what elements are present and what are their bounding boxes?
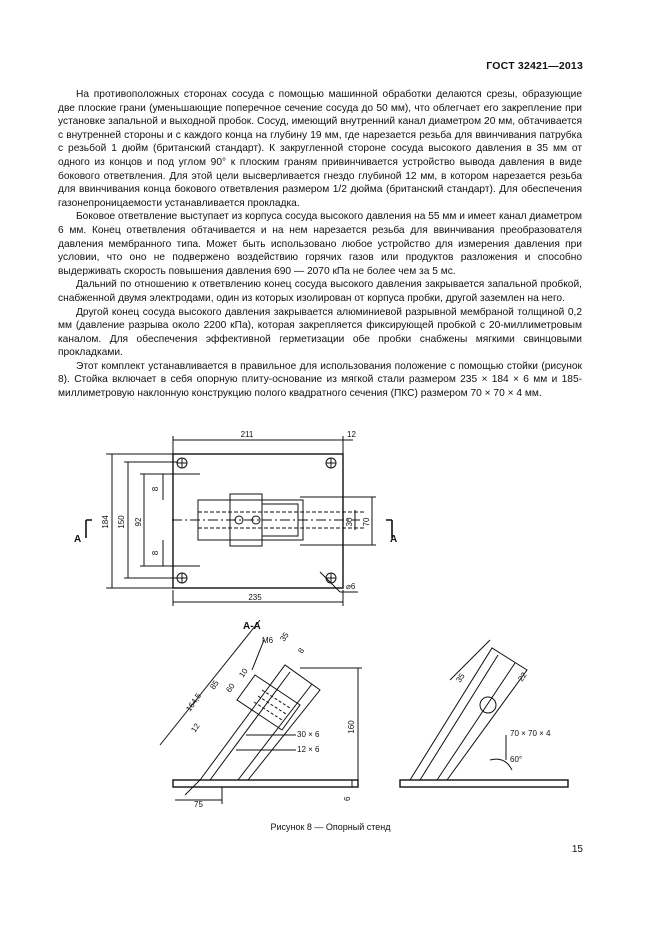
- dim-12: 12: [347, 430, 356, 439]
- dim-60: 60: [224, 681, 237, 695]
- dim-92: 92: [134, 517, 143, 527]
- hole-diameter: ⌀6: [346, 582, 356, 591]
- side-dim-22: 22: [516, 670, 529, 684]
- dim-164-5: 164,5: [184, 691, 204, 714]
- standard-header: ГОСТ 32421—2013: [486, 60, 583, 72]
- side-section-size: 70 × 70 × 4: [510, 729, 551, 738]
- dim-70: 70: [362, 517, 371, 527]
- paragraph: Другой конец сосуда высокого давления закрывается алюминиевой разрывной мембраной толщиной 0,2 мм (давление разрыва около 2200 кПа), которая закрепляется фиксирующей пробкой с 20-миллиметровым каналом. Для обеспечения эффективной герметизации обе пробки снабжены мягкими свинцовыми прокладками.: [58, 306, 582, 359]
- dim-30: 30: [345, 517, 354, 527]
- dim-160: 160: [347, 720, 356, 734]
- dim-211: 211: [240, 430, 254, 439]
- dim-8: 8: [296, 646, 307, 656]
- dim-6: 6: [343, 796, 352, 801]
- dim-85: 85: [208, 678, 221, 692]
- dim-m6: М6: [262, 636, 274, 645]
- dim-10: 10: [237, 666, 250, 680]
- section-title: А-А: [243, 621, 261, 632]
- dim-12x6: 12 × 6: [297, 745, 320, 754]
- dim-150: 150: [117, 515, 126, 529]
- dim-30x6: 30 × 6: [297, 730, 320, 739]
- section-mark-left: А: [74, 534, 82, 545]
- paragraph: Боковое ответвление выступает из корпуса сосуда высокого давления на 55 мм и имеет канал диаметром 6 мм. Конец ответвления обтачивается и на нем нарезается резьба для ввинчивания преобразователя давления мембранного типа. Может быть использовано любое устройство для измерения давления при условии, что оно не подвержено воздействию горячих газов или продуктов разложения и способно выдерживать скорость повышения давления 690 — 2070 кПа не более чем за 5 мс.: [58, 211, 582, 277]
- paragraph: На противоположных сторонах сосуда с помощью машинной обработки делаются срезы, образующие две плоские грани (уменьшающие поперечное сечение сосуда до 50 мм), что облегчает его закрепление при установке запальной и выходной пробок. Сосуд, имеющий внутренний канал диаметром 20 мм, обтачивается с внутренней стороны и с каждого конца на глубину 19 мм, где нарезается резьба для ввинчивания патрубка с резьбой 1 дюйм (британский стандарт). К закругленной стороне сосуда высокого давления в 35 мм от одного из концов и под углом 90° к плоским граням привинчивается устройство вывода давления в виде бокового ответвления. Для этой цели высверливается гнездо глубиной 12 мм, в котором нарезается резьба для ввинчивания конца бокового ответвления размером 1/2 дюйма (британский стандарт). Для обеспечения газонепроницаемости устанавливается прокладка.: [58, 89, 582, 209]
- section-mark-right: А: [390, 534, 398, 545]
- dim-184: 184: [101, 515, 110, 529]
- paragraph: Дальний по отношению к ответвлению конец сосуда высокого давления закрывается запальной пробкой, снабженной двумя электродами, один из которых изолирован от корпуса пробки, другой заземлен на него.: [58, 279, 582, 304]
- dim-235: 235: [248, 593, 262, 602]
- dim-8-bottom: 8: [151, 550, 160, 556]
- dim-75: 75: [194, 800, 203, 809]
- page-number: 15: [571, 844, 583, 855]
- side-view: [400, 640, 568, 787]
- dim-8-top: 8: [151, 486, 160, 492]
- figure-caption: Рисунок 8 — Опорный стенд: [270, 822, 391, 832]
- paragraph: Этот комплект устанавливается в правильное для использования положение с помощью стойки (рисунок 8). Стойка включает в себя опорную плиту-основание из мягкой стали размером 235 × 184 × 6 мм и 185-миллиметровую наклонную конструкцию полого квадратного сечения (ПКС) размером 70 × 70 × 4 мм.: [58, 360, 582, 400]
- dim-12-angled: 12: [189, 721, 202, 735]
- dim-35: 35: [278, 630, 291, 644]
- side-angle: 60°: [510, 755, 523, 764]
- side-dim-35: 35: [454, 671, 467, 685]
